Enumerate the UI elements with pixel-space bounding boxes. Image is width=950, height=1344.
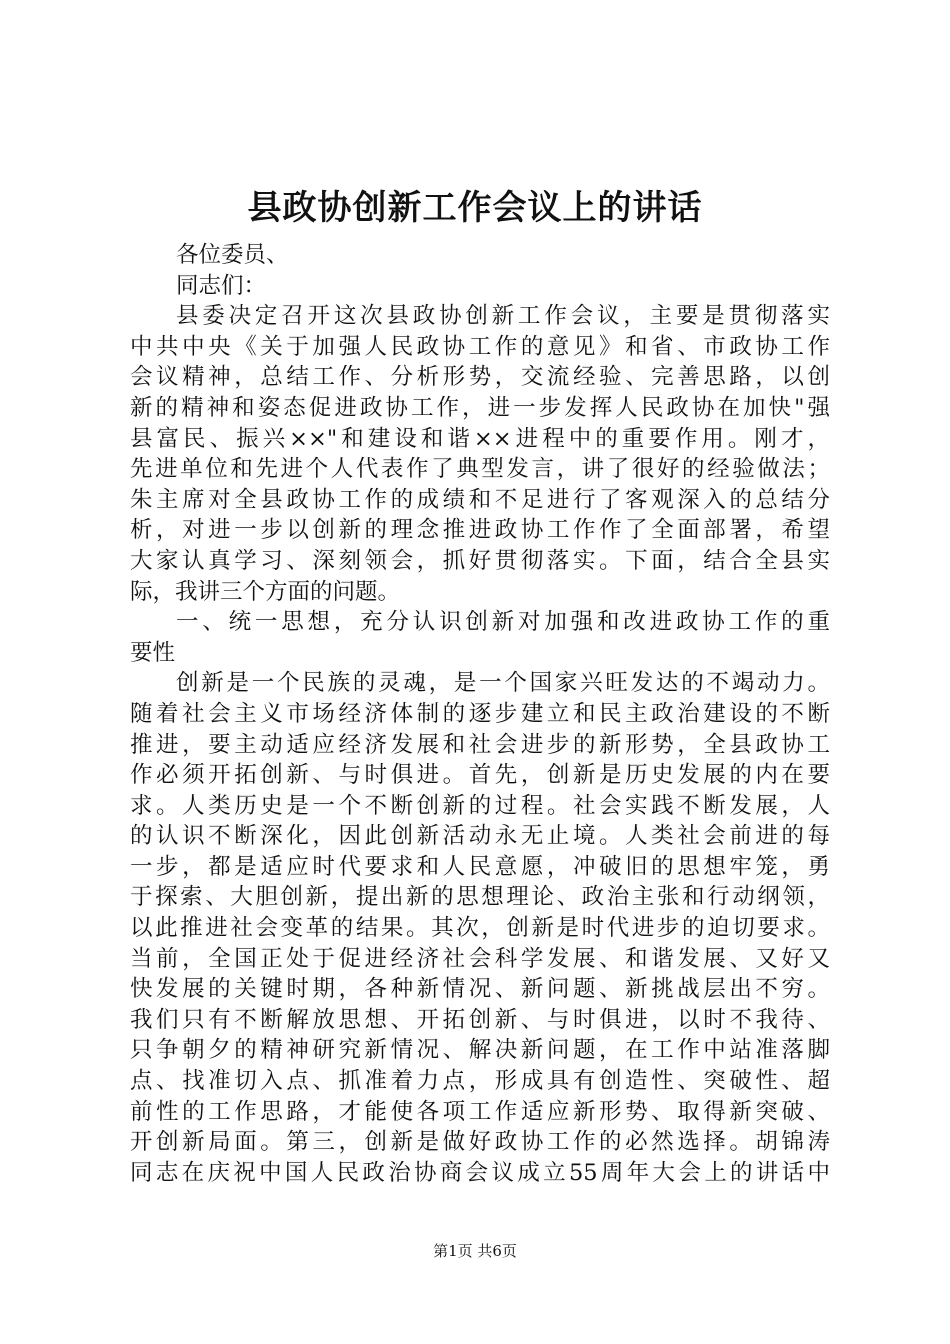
text-line: 先进单位和先进个人代表作了典型发言，讲了很好的经验做法； xyxy=(130,456,830,483)
text-line: 随着社会主义市场经济体制的逐步建立和民主政治建设的不断 xyxy=(130,700,830,727)
text-line: 只争朝夕的精神研究新情况、解决新问题，在工作中站准落脚 xyxy=(130,1037,830,1064)
text-line: 县委决定召开这次县政协创新工作会议，主要是贯彻落实 xyxy=(176,303,830,330)
text-line: 当前，全国正处于促进经济社会科学发展、和谐发展、又好又 xyxy=(130,945,830,972)
text-line: 县富民、振兴××"和建设和谐××进程中的重要作用。刚才， xyxy=(130,425,830,452)
text-line: 点、找准切入点、抓准着力点，形成具有创造性、突破性、超 xyxy=(130,1068,830,1095)
text-line: 新的精神和姿态促进政协工作，进一步发挥人民政协在加快"强 xyxy=(130,394,830,421)
text-line: 快发展的关键时期，各种新情况、新问题、新挑战层出不穷。 xyxy=(130,976,830,1003)
text-line: 我们只有不断解放思想、开拓创新、与时俱进，以时不我待、 xyxy=(130,1006,830,1033)
text-line: 开创新局面。第三，创新是做好政协工作的必然选择。胡锦涛 xyxy=(130,1129,830,1156)
document-body xyxy=(130,240,830,1188)
text-line: 同志们： xyxy=(176,272,267,299)
text-line: 析，对进一步以创新的理念推进政协工作作了全面部署，希望 xyxy=(130,517,830,544)
text-line: 以此推进社会变革的结果。其次，创新是时代进步的迫切要求。 xyxy=(130,915,830,942)
text-line: 求。人类历史是一个不断创新的过程。社会实践不断发展，人 xyxy=(130,792,830,819)
text-line: 于探索、大胆创新，提出新的思想理论、政治主张和行动纲领， xyxy=(130,884,830,911)
document-title: 县政协创新工作会议上的讲话 xyxy=(247,188,703,228)
text-line: 中共中央《关于加强人民政协工作的意见》和省、市政协工作 xyxy=(130,333,830,360)
text-line: 推进，要主动适应经济发展和社会进步的新形势，全县政协工 xyxy=(130,731,830,758)
page-footer: 第1页 共6页 xyxy=(433,1242,517,1260)
text-line: 作必须开拓创新、与时俱进。首先，创新是历史发展的内在要 xyxy=(130,762,830,789)
text-line: 一、统一思想，充分认识创新对加强和改进政协工作的重 xyxy=(176,609,830,636)
text-line: 大家认真学习、深刻领会，抓好贯彻落实。下面，结合全县实 xyxy=(130,547,830,574)
text-line: 要性 xyxy=(130,639,176,666)
text-line: 同志在庆祝中国人民政治协商会议成立55周年大会上的讲话中 xyxy=(130,1159,830,1186)
text-line: 各位委员、 xyxy=(176,242,289,268)
text-line: 前性的工作思路，才能使各项工作适应新形势、取得新突破、 xyxy=(130,1098,830,1125)
text-line: 朱主席对全县政协工作的成绩和不足进行了客观深入的总结分 xyxy=(130,486,830,513)
text-line: 创新是一个民族的灵魂，是一个国家兴旺发达的不竭动力。 xyxy=(176,670,830,697)
text-line: 一步，都是适应时代要求和人民意愿，冲破旧的思想牢笼，勇 xyxy=(130,853,830,880)
text-line: 际，我讲三个方面的问题。 xyxy=(130,578,401,605)
text-line: 会议精神，总结工作、分析形势，交流经验、完善思路，以创 xyxy=(130,364,830,391)
text-line: 的认识不断深化，因此创新活动永无止境。人类社会前进的每 xyxy=(130,823,830,850)
